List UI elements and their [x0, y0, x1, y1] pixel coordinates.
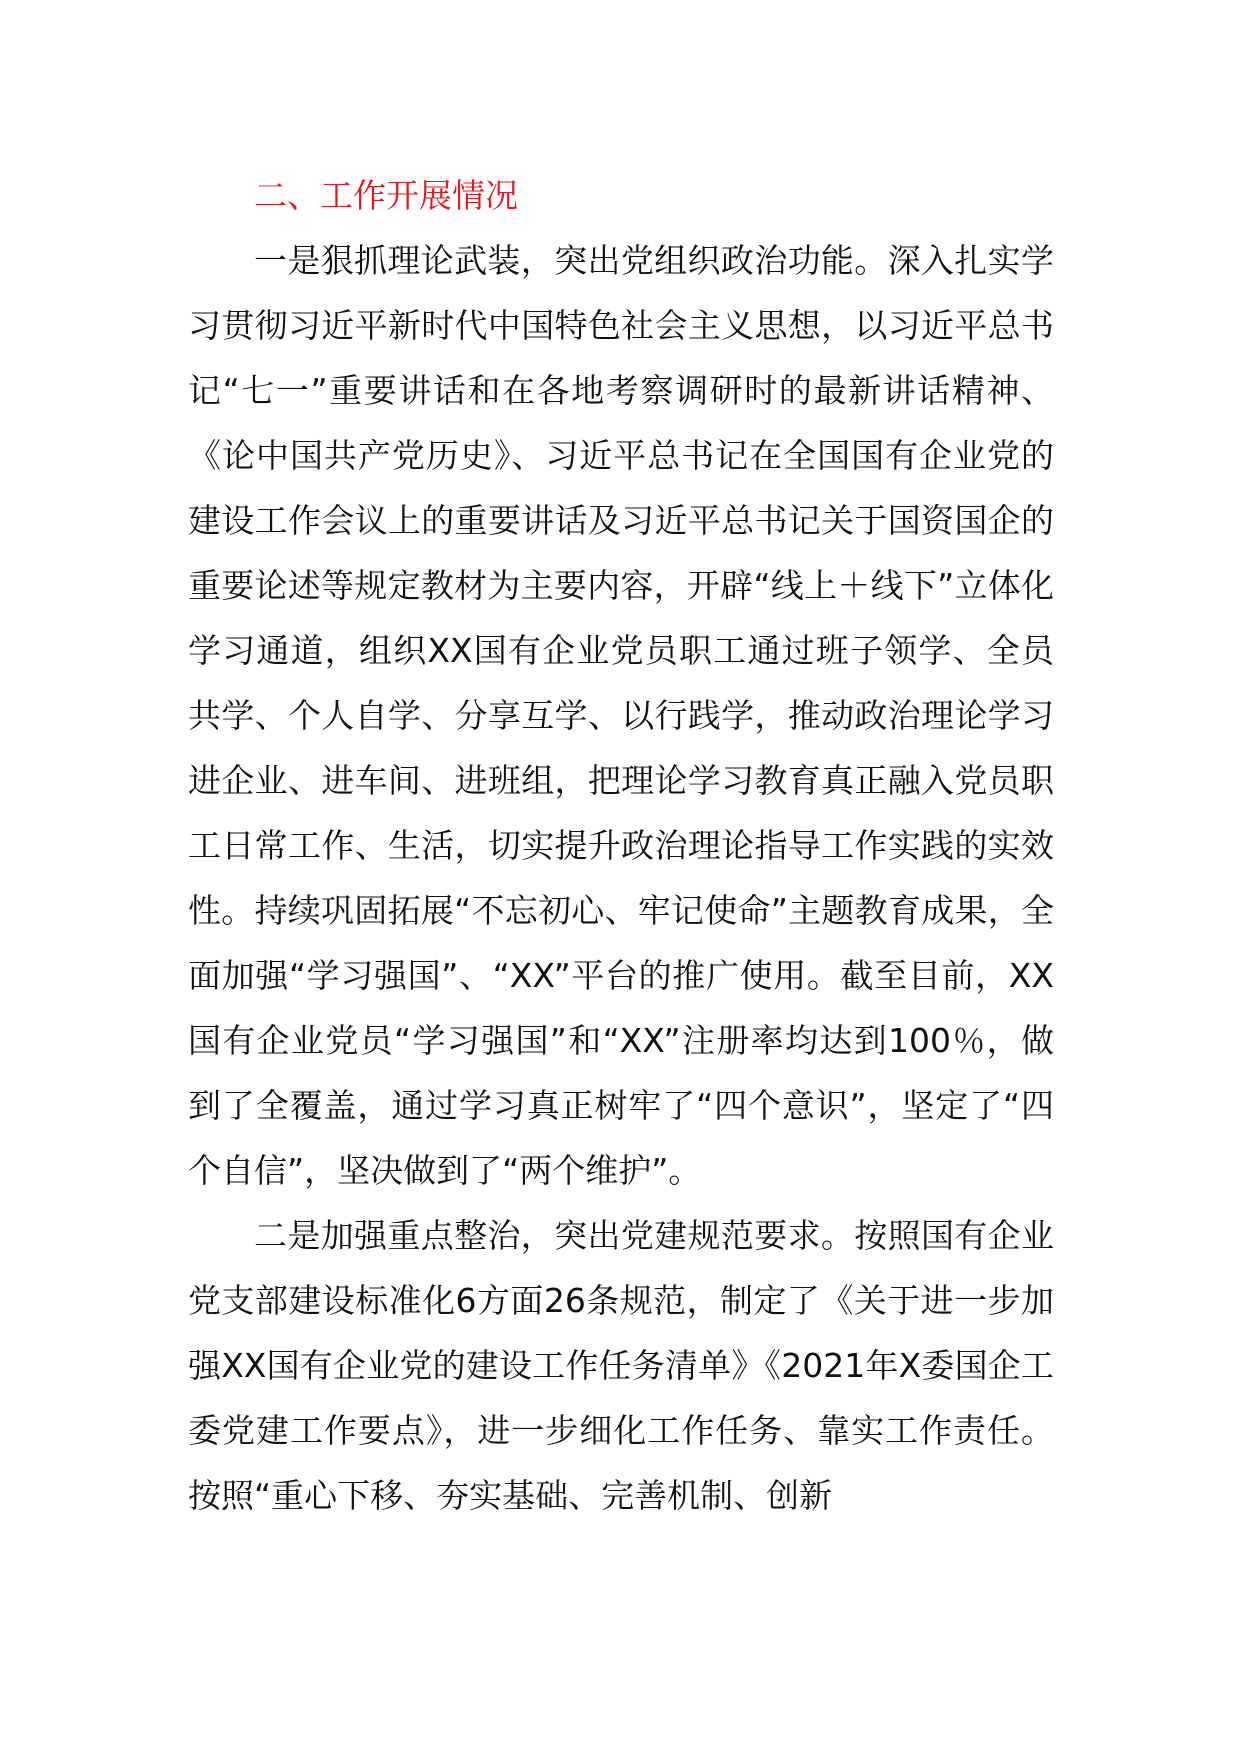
section-heading: 二、工作开展情况	[254, 176, 518, 215]
document-body	[188, 163, 1054, 1528]
paragraph-2: 二是加强重点整治，突出党建规范要求。按照国有企业党支部建设标准化6方面26条规范，制定了《关于进一步加强XX国有企业党的建设工作任务清单》《2021年X委国企工委党建工作要点》，进一步细化工作任务、靠实工作责任。按照“重心下移、夯实基础、完善机制、创新	[188, 1216, 1054, 1515]
paragraph-1: 一是狠抓理论武装，突出党组织政治功能。深入扎实学习贯彻习近平新时代中国特色社会主义思想，以习近平总书记“七一”重要讲话和在各地考察调研时的最新讲话精神、《论中国共产党历史》、习近平总书记在全国国有企业党的建设工作会议上的重要讲话及习近平总书记关于国资国企的重要论述等规定教材为主要内容，开辟“线上＋线下”立体化学习通道，组织XX国有企业党员职工通过班子领学、全员共学、个人自学、分享互学、以行践学，推动政治理论学习进企业、进车间、进班组，把理论学习教育真正融入党员职工日常工作、生活，切实提升政治理论指导工作实践的实效性。持续巩固拓展“不忘初心、牢记使命”主题教育成果，全面加强“学习强国”、“XX”平台的推广使用。截至目前，XX国有企业党员“学习强国”和“XX”注册率均达到100％，做到了全覆盖，通过学习真正树牢了“四个意识”，坚定了“四个自信”，坚决做到了“两个维护”。	[188, 241, 1054, 1190]
